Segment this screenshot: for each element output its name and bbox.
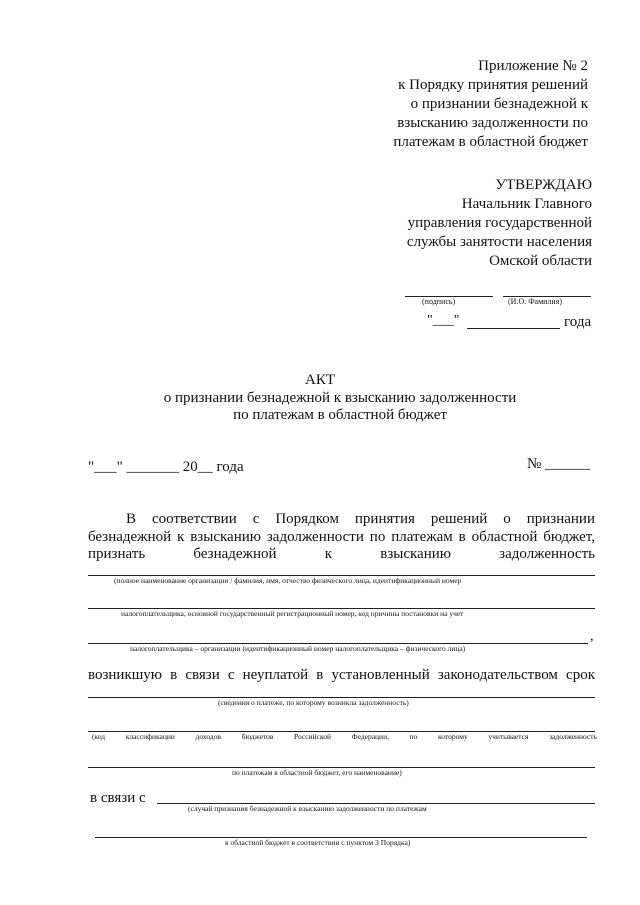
appendix-line: о признании безнадежной к bbox=[410, 96, 588, 112]
appendix-line: к Порядку принятия решений bbox=[398, 77, 588, 93]
signature-caption: (подпись) bbox=[422, 297, 456, 306]
appendix-line: платежам в областной бюджет bbox=[393, 134, 588, 150]
paragraph-line: признать безнадежной к взысканию задолженность bbox=[88, 546, 595, 562]
approve-date-prefix: "___" bbox=[427, 313, 460, 328]
act-subtitle: по платежам в областной бюджет bbox=[233, 407, 447, 423]
appendix-line: Приложение № 2 bbox=[478, 58, 588, 74]
comma: , bbox=[590, 629, 594, 644]
approve-line: управления государственной bbox=[407, 215, 592, 231]
field-caption: в областной бюджет в соответствии с пунктом 3 Порядка) bbox=[225, 838, 411, 847]
approve-date-suffix: года bbox=[564, 314, 592, 330]
field-caption: по платежам в областной бюджет, его наименование) bbox=[232, 768, 402, 777]
act-date: "___" _______ 20__ года bbox=[88, 459, 244, 475]
field-caption: (полное наименование организации / фамилия, имя, отчество физического лица, идентификационный номер bbox=[114, 576, 462, 585]
paragraph-text: В соответствии с Порядком принятия решений о признании bbox=[126, 511, 595, 527]
appendix-line: взысканию задолженности по bbox=[397, 115, 588, 131]
approval-block bbox=[407, 176, 592, 271]
approve-line: службы занятости населения bbox=[406, 234, 592, 250]
act-number: № ______ bbox=[527, 456, 591, 472]
approve-title: УТВЕРЖДАЮ bbox=[495, 177, 592, 193]
approve-line: Начальник Главного bbox=[461, 196, 592, 212]
paragraph-line: безнадежной к взысканию задолженности по платежам в областной бюджет, bbox=[88, 529, 595, 545]
approve-line: Омской области bbox=[489, 253, 592, 269]
field-caption: (код классификации доходов бюджетов Российской Федерации, по которому учитывается задолженность bbox=[92, 732, 597, 741]
paragraph-line: возникшую в связи с неуплатой в установленный законодательством срок bbox=[88, 667, 595, 683]
appendix-block bbox=[393, 57, 588, 152]
field-caption: налогоплательщика – организации (идентификационный номер налогоплательщика – физического лица) bbox=[130, 644, 466, 653]
paragraph-line bbox=[88, 510, 595, 529]
act-subtitle: о признании безнадежной к взысканию задолженности bbox=[163, 390, 517, 406]
due-prefix: в связи с bbox=[90, 790, 146, 806]
field-caption: (сведения о платеже, по которому возникла задолженность) bbox=[218, 698, 409, 707]
field-caption: налогоплательщика, основной государственный регистрационный номер, код причины постановки на учет bbox=[121, 609, 464, 618]
approve-date-line bbox=[467, 328, 560, 329]
field-caption: (случай признания безнадежной к взысканию задолженности по платежам bbox=[188, 804, 427, 813]
act-title: АКТ bbox=[305, 372, 335, 388]
name-caption: (И.О. Фамилия) bbox=[508, 297, 563, 306]
